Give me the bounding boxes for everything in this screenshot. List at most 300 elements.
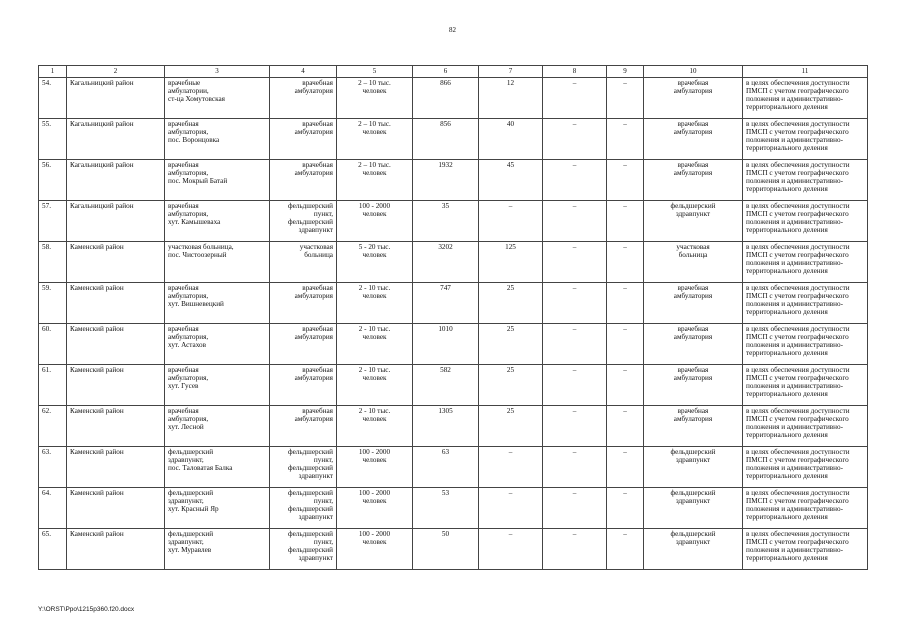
column-10-cell xyxy=(644,78,743,119)
justification-cell xyxy=(743,324,868,365)
cell-line: в целях обеспечения доступности xyxy=(746,284,850,292)
cell-line: 2 – 10 тыс. xyxy=(358,161,391,169)
justification-cell xyxy=(743,529,868,570)
cell-line: человек xyxy=(362,87,387,96)
table-row xyxy=(39,406,868,447)
cell-line: фельдшерский xyxy=(168,489,214,497)
cell-line: в целях обеспечения доступности xyxy=(746,202,850,210)
cell-line: человек xyxy=(362,497,387,506)
cell-line: положения и административно- xyxy=(746,177,844,186)
table-row xyxy=(39,324,868,365)
cell-line: амбулатория xyxy=(294,128,333,137)
facility-cell xyxy=(165,201,270,242)
column-8-cell: – xyxy=(543,447,607,488)
cell-line: ПМСП с учетом географического xyxy=(746,333,849,342)
cell-line: положения и административно- xyxy=(746,341,844,350)
column-10-cell xyxy=(644,119,743,160)
column-8-cell: – xyxy=(543,119,607,160)
cell-line: амбулатория xyxy=(673,87,713,96)
justification-cell xyxy=(743,447,868,488)
cell-line: врачебная xyxy=(302,325,333,333)
facility-cell xyxy=(165,119,270,160)
cell-line: территориального деления xyxy=(746,513,828,522)
cell-line: врачебная xyxy=(677,325,709,333)
column-header: 9 xyxy=(607,66,644,78)
cell-line: больница xyxy=(678,251,708,260)
district-cell: Каменский район xyxy=(67,324,165,365)
column-8-cell: – xyxy=(543,324,607,365)
cell-line: ПМСП с учетом географического xyxy=(746,292,849,301)
column-10-cell xyxy=(644,406,743,447)
facility-cell xyxy=(165,160,270,201)
cell-line: врачебная xyxy=(677,407,709,415)
justification-cell xyxy=(743,78,868,119)
district-cell: Каменский район xyxy=(67,242,165,283)
row-number-cell: 60. xyxy=(39,324,67,365)
cell-line: ПМСП с учетом географического xyxy=(746,210,849,219)
population-cell xyxy=(337,160,413,201)
district-cell: Кагальницкий район xyxy=(67,119,165,160)
cell-line: положения и административно- xyxy=(746,505,844,514)
cell-line: врачебная xyxy=(302,284,333,292)
cell-line: врачебная xyxy=(168,120,199,128)
column-header: 4 xyxy=(270,66,337,78)
district-cell: Кагальницкий район xyxy=(67,78,165,119)
column-header: 10 xyxy=(644,66,743,78)
district-cell: Каменский район xyxy=(67,447,165,488)
cell-line: ст-ца Хомутовская xyxy=(168,95,225,104)
column-8-cell: – xyxy=(543,242,607,283)
table-row xyxy=(39,201,868,242)
cell-line: здравпункт xyxy=(298,513,333,522)
cell-line: фельдшерский xyxy=(670,530,716,538)
column-header: 1 xyxy=(39,66,67,78)
column-6-cell: 63 xyxy=(413,447,479,488)
table-row xyxy=(39,119,868,160)
column-9-cell: – xyxy=(607,78,644,119)
column-6-cell: 1932 xyxy=(413,160,479,201)
row-number-cell: 54. xyxy=(39,78,67,119)
cell-line: амбулатория xyxy=(294,333,333,342)
population-cell xyxy=(337,324,413,365)
cell-line: в целях обеспечения доступности xyxy=(746,530,850,538)
column-10-cell xyxy=(644,365,743,406)
column-7-cell: – xyxy=(479,488,543,529)
cell-line: врачебная xyxy=(677,79,709,87)
cell-line: хут. Лесной xyxy=(168,423,204,432)
cell-line: человек xyxy=(362,538,387,547)
population-cell xyxy=(337,242,413,283)
justification-cell xyxy=(743,406,868,447)
cell-line: амбулатории, xyxy=(168,87,209,96)
column-8-cell: – xyxy=(543,406,607,447)
facility-cell xyxy=(165,78,270,119)
population-cell xyxy=(337,119,413,160)
cell-line: фельдшерский xyxy=(670,489,716,497)
cell-line: фельдшерский xyxy=(287,448,333,456)
justification-cell xyxy=(743,283,868,324)
cell-line: 100 - 2000 xyxy=(358,489,391,497)
cell-line: фельдшерский xyxy=(287,202,333,210)
population-cell xyxy=(337,529,413,570)
column-10-cell xyxy=(644,447,743,488)
cell-line: врачебная xyxy=(168,325,199,333)
cell-line: территориального деления xyxy=(746,144,828,153)
cell-line: фельдшерский xyxy=(168,448,214,456)
cell-line: амбулатория xyxy=(294,415,333,424)
facility-type-cell xyxy=(270,242,337,283)
cell-line: человек xyxy=(362,292,387,301)
cell-line: амбулатория xyxy=(294,169,333,178)
district-cell: Каменский район xyxy=(67,529,165,570)
column-6-cell: 866 xyxy=(413,78,479,119)
cell-line: амбулатория xyxy=(673,169,713,178)
column-8-cell: – xyxy=(543,160,607,201)
column-6-cell: 1305 xyxy=(413,406,479,447)
column-10-cell xyxy=(644,529,743,570)
row-number-cell: 57. xyxy=(39,201,67,242)
column-header: 2 xyxy=(67,66,165,78)
column-7-cell: – xyxy=(479,529,543,570)
cell-line: здравпункт, xyxy=(168,538,204,547)
cell-line: врачебная xyxy=(677,120,709,128)
cell-line: хут. Гусев xyxy=(168,382,199,391)
cell-line: амбулатория, xyxy=(168,415,209,424)
facility-type-cell xyxy=(270,201,337,242)
cell-line: 2 - 10 тыс. xyxy=(358,284,391,292)
cell-line: в целях обеспечения доступности xyxy=(746,79,850,87)
facility-type-cell xyxy=(270,119,337,160)
column-9-cell: – xyxy=(607,201,644,242)
cell-line: территориального деления xyxy=(746,103,828,112)
table-body xyxy=(39,78,868,570)
facility-type-cell xyxy=(270,406,337,447)
cell-line: 100 - 2000 xyxy=(358,448,391,456)
cell-line: участковая xyxy=(299,243,333,251)
facility-cell xyxy=(165,406,270,447)
column-7-cell: 40 xyxy=(479,119,543,160)
table-row xyxy=(39,488,868,529)
facility-type-cell xyxy=(270,529,337,570)
table-row xyxy=(39,242,868,283)
cell-line: ПМСП с учетом географического xyxy=(746,128,849,137)
cell-line: пос. Чистоозерный xyxy=(168,251,227,260)
column-9-cell: – xyxy=(607,365,644,406)
facility-type-cell xyxy=(270,488,337,529)
cell-line: хут. Камышеваха xyxy=(168,218,221,227)
footer-file-path: Y:\ORST\Ppo\1215p360.f20.docx xyxy=(38,606,135,613)
header-row xyxy=(39,66,868,78)
cell-line: ПМСП с учетом географического xyxy=(746,169,849,178)
cell-line: человек xyxy=(362,456,387,465)
cell-line: здравпункт xyxy=(675,210,711,219)
cell-line: положения и административно- xyxy=(746,136,844,145)
cell-line: фельдшерский xyxy=(670,202,716,210)
cell-line: амбулатория xyxy=(673,415,713,424)
column-6-cell: 1010 xyxy=(413,324,479,365)
column-10-cell xyxy=(644,488,743,529)
row-number-cell: 65. xyxy=(39,529,67,570)
cell-line: врачебная xyxy=(168,202,199,210)
cell-line: здравпункт, xyxy=(168,497,204,506)
column-header: 5 xyxy=(337,66,413,78)
cell-line: амбулатория, xyxy=(168,210,209,219)
cell-line: положения и административно- xyxy=(746,464,844,473)
cell-line: амбулатория xyxy=(673,292,713,301)
cell-line: амбулатория xyxy=(673,128,713,137)
cell-line: территориального деления xyxy=(746,554,828,563)
column-9-cell: – xyxy=(607,529,644,570)
cell-line: в целях обеспечения доступности xyxy=(746,407,850,415)
cell-line: положения и административно- xyxy=(746,382,844,391)
cell-line: пункт, xyxy=(313,497,333,506)
cell-line: врачебная xyxy=(168,284,199,292)
column-header: 3 xyxy=(165,66,270,78)
cell-line: территориального деления xyxy=(746,185,828,194)
population-cell xyxy=(337,447,413,488)
column-8-cell: – xyxy=(543,365,607,406)
cell-line: врачебная xyxy=(168,407,199,415)
cell-line: участковая больница, xyxy=(168,243,234,251)
cell-line: врачебная xyxy=(302,79,333,87)
column-7-cell: 25 xyxy=(479,283,543,324)
facility-type-cell xyxy=(270,447,337,488)
facility-type-cell xyxy=(270,283,337,324)
cell-line: фельдшерский xyxy=(287,546,333,555)
cell-line: человек xyxy=(362,415,387,424)
cell-line: фельдшерский xyxy=(287,218,333,227)
facilities-table xyxy=(38,65,868,570)
cell-line: в целях обеспечения доступности xyxy=(746,366,850,374)
cell-line: территориального деления xyxy=(746,226,828,235)
column-7-cell: 12 xyxy=(479,78,543,119)
cell-line: в целях обеспечения доступности xyxy=(746,489,850,497)
cell-line: амбулатория, xyxy=(168,128,209,137)
column-9-cell: – xyxy=(607,283,644,324)
column-6-cell: 582 xyxy=(413,365,479,406)
cell-line: врачебная xyxy=(302,120,333,128)
column-8-cell: – xyxy=(543,283,607,324)
cell-line: фельдшерский xyxy=(168,530,214,538)
column-10-cell xyxy=(644,283,743,324)
cell-line: хут. Муравлев xyxy=(168,546,212,555)
cell-line: положения и административно- xyxy=(746,300,844,309)
cell-line: врачебная xyxy=(302,407,333,415)
cell-line: здравпункт xyxy=(298,472,333,481)
cell-line: 2 – 10 тыс. xyxy=(358,79,391,87)
column-9-cell: – xyxy=(607,488,644,529)
column-9-cell: – xyxy=(607,242,644,283)
cell-line: 2 - 10 тыс. xyxy=(358,407,391,415)
facility-cell xyxy=(165,283,270,324)
column-10-cell xyxy=(644,201,743,242)
cell-line: амбулатория xyxy=(673,374,713,383)
population-cell xyxy=(337,78,413,119)
cell-line: фельдшерский xyxy=(287,505,333,514)
cell-line: в целях обеспечения доступности xyxy=(746,243,850,251)
cell-line: здравпункт xyxy=(675,497,711,506)
cell-line: амбулатория xyxy=(673,333,713,342)
cell-line: амбулатория xyxy=(294,374,333,383)
cell-line: территориального деления xyxy=(746,349,828,358)
column-7-cell: 25 xyxy=(479,324,543,365)
column-6-cell: 35 xyxy=(413,201,479,242)
cell-line: хут. Астахов xyxy=(168,341,207,350)
cell-line: здравпункт xyxy=(298,554,333,563)
cell-line: врачебные xyxy=(168,79,201,87)
column-7-cell: 125 xyxy=(479,242,543,283)
cell-line: врачебная xyxy=(168,366,199,374)
cell-line: положения и административно- xyxy=(746,218,844,227)
column-header: 8 xyxy=(543,66,607,78)
cell-line: хут. Красный Яр xyxy=(168,505,219,514)
justification-cell xyxy=(743,242,868,283)
column-9-cell: – xyxy=(607,406,644,447)
facility-cell xyxy=(165,488,270,529)
cell-line: положения и административно- xyxy=(746,95,844,104)
cell-line: фельдшерский xyxy=(287,530,333,538)
cell-line: фельдшерский xyxy=(670,448,716,456)
justification-cell xyxy=(743,201,868,242)
district-cell: Кагальницкий район xyxy=(67,201,165,242)
cell-line: пункт, xyxy=(313,456,333,465)
cell-line: больница xyxy=(304,251,333,260)
cell-line: пос. Мокрый Батай xyxy=(168,177,228,186)
cell-line: врачебная xyxy=(677,161,709,169)
column-header: 11 xyxy=(743,66,868,78)
row-number-cell: 58. xyxy=(39,242,67,283)
facility-cell xyxy=(165,447,270,488)
column-6-cell: 53 xyxy=(413,488,479,529)
cell-line: врачебная xyxy=(677,366,709,374)
cell-line: ПМСП с учетом географического xyxy=(746,87,849,96)
column-9-cell: – xyxy=(607,119,644,160)
cell-line: 100 - 2000 xyxy=(358,202,391,210)
justification-cell xyxy=(743,365,868,406)
cell-line: территориального деления xyxy=(746,472,828,481)
cell-line: здравпункт xyxy=(675,456,711,465)
cell-line: в целях обеспечения доступности xyxy=(746,120,850,128)
cell-line: в целях обеспечения доступности xyxy=(746,161,850,169)
facility-cell xyxy=(165,242,270,283)
cell-line: ПМСП с учетом географического xyxy=(746,456,849,465)
cell-line: положения и административно- xyxy=(746,423,844,432)
page-number: 82 xyxy=(449,26,456,34)
cell-line: 2 - 10 тыс. xyxy=(358,366,391,374)
column-9-cell: – xyxy=(607,447,644,488)
row-number-cell: 62. xyxy=(39,406,67,447)
cell-line: здравпункт xyxy=(675,538,711,547)
table-row xyxy=(39,283,868,324)
justification-cell xyxy=(743,488,868,529)
facility-type-cell xyxy=(270,365,337,406)
cell-line: человек xyxy=(362,374,387,383)
population-cell xyxy=(337,365,413,406)
cell-line: пункт, xyxy=(313,538,333,547)
column-6-cell: 3202 xyxy=(413,242,479,283)
cell-line: пос. Таловатая Балка xyxy=(168,464,233,473)
cell-line: врачебная xyxy=(677,284,709,292)
district-cell: Каменский район xyxy=(67,406,165,447)
facility-type-cell xyxy=(270,160,337,201)
column-7-cell: – xyxy=(479,447,543,488)
cell-line: 2 – 10 тыс. xyxy=(358,120,391,128)
cell-line: человек xyxy=(362,210,387,219)
table-row xyxy=(39,78,868,119)
column-7-cell: – xyxy=(479,201,543,242)
cell-line: врачебная xyxy=(302,161,333,169)
cell-line: здравпункт xyxy=(298,226,333,235)
column-header: 6 xyxy=(413,66,479,78)
cell-line: амбулатория xyxy=(294,292,333,301)
cell-line: ПМСП с учетом географического xyxy=(746,415,849,424)
cell-line: ПМСП с учетом географического xyxy=(746,374,849,383)
cell-line: 2 - 10 тыс. xyxy=(358,325,391,333)
cell-line: человек xyxy=(362,128,387,137)
cell-line: человек xyxy=(362,169,387,178)
district-cell: Каменский район xyxy=(67,283,165,324)
row-number-cell: 56. xyxy=(39,160,67,201)
cell-line: ПМСП с учетом географического xyxy=(746,251,849,260)
column-6-cell: 856 xyxy=(413,119,479,160)
population-cell xyxy=(337,201,413,242)
population-cell xyxy=(337,488,413,529)
facility-type-cell xyxy=(270,78,337,119)
cell-line: здравпункт, xyxy=(168,456,204,465)
column-6-cell: 50 xyxy=(413,529,479,570)
column-9-cell: – xyxy=(607,160,644,201)
cell-line: в целях обеспечения доступности xyxy=(746,448,850,456)
column-10-cell xyxy=(644,160,743,201)
cell-line: 100 - 2000 xyxy=(358,530,391,538)
population-cell xyxy=(337,283,413,324)
cell-line: амбулатория, xyxy=(168,169,209,178)
facility-cell xyxy=(165,529,270,570)
cell-line: хут. Вишневецкий xyxy=(168,300,224,309)
cell-line: пос. Воронцовка xyxy=(168,136,220,145)
row-number-cell: 63. xyxy=(39,447,67,488)
cell-line: территориального деления xyxy=(746,267,828,276)
facility-cell xyxy=(165,324,270,365)
cell-line: положения и административно- xyxy=(746,546,844,555)
cell-line: ПМСП с учетом географического xyxy=(746,497,849,506)
cell-line: положения и административно- xyxy=(746,259,844,268)
facility-type-cell xyxy=(270,324,337,365)
justification-cell xyxy=(743,160,868,201)
row-number-cell: 64. xyxy=(39,488,67,529)
table-row xyxy=(39,447,868,488)
cell-line: территориального деления xyxy=(746,390,828,399)
cell-line: врачебная xyxy=(302,366,333,374)
column-7-cell: 45 xyxy=(479,160,543,201)
cell-line: территориального деления xyxy=(746,431,828,440)
row-number-cell: 59. xyxy=(39,283,67,324)
population-cell xyxy=(337,406,413,447)
cell-line: фельдшерский xyxy=(287,489,333,497)
column-header: 7 xyxy=(479,66,543,78)
cell-line: фельдшерский xyxy=(287,464,333,473)
column-7-cell: 25 xyxy=(479,365,543,406)
cell-line: амбулатория, xyxy=(168,374,209,383)
cell-line: ПМСП с учетом географического xyxy=(746,538,849,547)
table-row xyxy=(39,529,868,570)
row-number-cell: 61. xyxy=(39,365,67,406)
facility-cell xyxy=(165,365,270,406)
cell-line: человек xyxy=(362,251,387,260)
column-10-cell xyxy=(644,324,743,365)
cell-line: 5 - 20 тыс. xyxy=(358,243,391,251)
cell-line: амбулатория xyxy=(294,87,333,96)
